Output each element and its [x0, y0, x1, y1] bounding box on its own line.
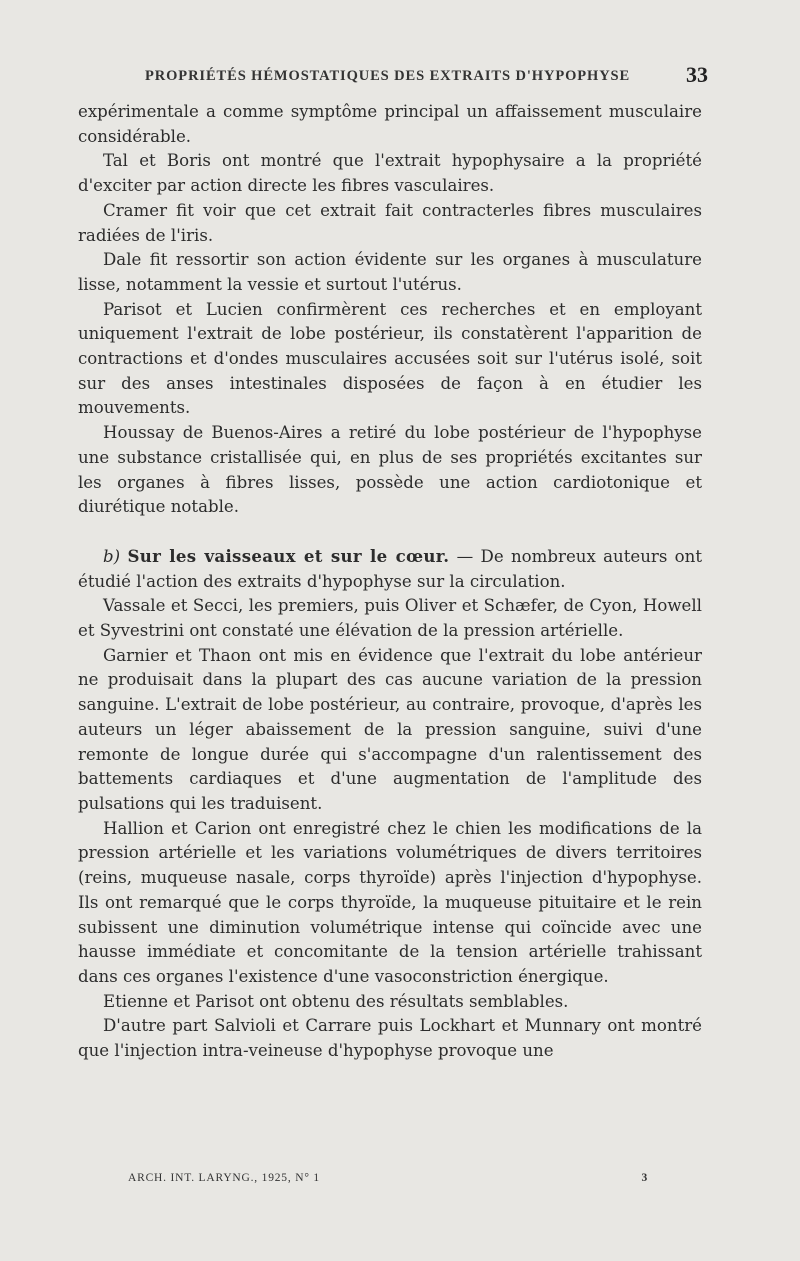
signature-mark: 3 — [641, 1172, 648, 1184]
paragraph-9: Garnier et Thaon ont mis en évidence que l'extrait du lobe antérieur ne produisait dans la plupart des cas aucune variation de la pression sanguine. L'extrait de lobe postérieur, au contraire, provoque, d'après les auteurs un léger abaissement de la pression sanguine, suivi d'une remonte de longue durée qui s'accompagne d'un ralentissement des battements cardiaques et d'une augmentation de l'amplitude des pulsations qui les traduisent. — [78, 645, 702, 813]
body-text — [78, 100, 702, 1064]
page-footer — [128, 1172, 658, 1190]
section-letter: b) — [103, 546, 121, 566]
page-number: 33 — [686, 62, 708, 87]
running-title: PROPRIÉTÉS HÉMOSTATIQUES DES EXTRAITS D'HYPOPHYSE — [145, 68, 631, 84]
paragraph-4: Dale fit ressortir son action évidente sur les organes à musculature lisse, notamment la vessie et surtout l'utérus. — [78, 250, 702, 294]
paragraph-5: Parisot et Lucien confirmèrent ces recherches et en employant uniquement l'extrait de lobe postérieur, ils constatèrent l'apparition de contractions et d'ondes musculaires accusées soit sur l'utérus isolé, soit sur des anses intestinales disposées de façon à en étudier les mouvements. — [78, 299, 702, 418]
paragraph-6: Houssay de Buenos-Aires a retiré du lobe postérieur de l'hypophyse une substance cristallisée qui, en plus de ses propriétés excitantes sur les organes à fibres lisses, possède une action cardiotonique et diurétique notable. — [78, 423, 702, 517]
paragraph-11: Etienne et Parisot ont obtenu des résultats semblables. — [103, 991, 569, 1011]
section-heading-paragraph — [78, 544, 702, 594]
paragraph-12: D'autre part Salvioli et Carrare puis Lockhart et Munnary ont montré que l'injection intra-veineuse d'hypophyse provoque une — [78, 1016, 702, 1061]
page-header — [145, 62, 710, 92]
paragraph-1: expérimentale a comme symptôme principal un affaissement musculaire considérable. — [78, 102, 702, 146]
paragraph-8: Vassale et Secci, les premiers, puis Oliver et Schæfer, de Cyon, Howell et Syvestrini ont constaté une élévation de la pression artérielle. — [78, 596, 702, 641]
section-intro-text: — De nombreux auteurs ont étudié l'action des extraits d'hypophyse sur la circulation. — [78, 546, 702, 591]
section-title: Sur les vaisseaux et sur le cœur. — [127, 545, 450, 566]
paragraph-2: Tal et Boris ont montré que l'extrait hypophysaire a la propriété d'exciter par action directe les fibres vasculaires. — [78, 151, 702, 196]
journal-reference: ARCH. INT. LARYNG., 1925, N° 1 — [128, 1172, 320, 1184]
paragraph-10: Hallion et Carion ont enregistré chez le chien les modifications de la pression artérielle et les variations volumétriques de divers territoires (reins, muqueuse nasale, corps thyroïde) après l'injection d'hypophyse. Ils ont remarqué que le corps thyroïde, la muqueuse pituitaire et le rein subissent une diminution volumétrique intense qui coïncide avec une hausse immédiate et concomitante de la tension artérielle trahissant dans ces organes l'existence d'une vasoconstriction énergique. — [78, 818, 702, 986]
paragraph-3: Cramer fit voir que cet extrait fait contracterles fibres musculaires radiées de l'iris. — [78, 200, 702, 245]
